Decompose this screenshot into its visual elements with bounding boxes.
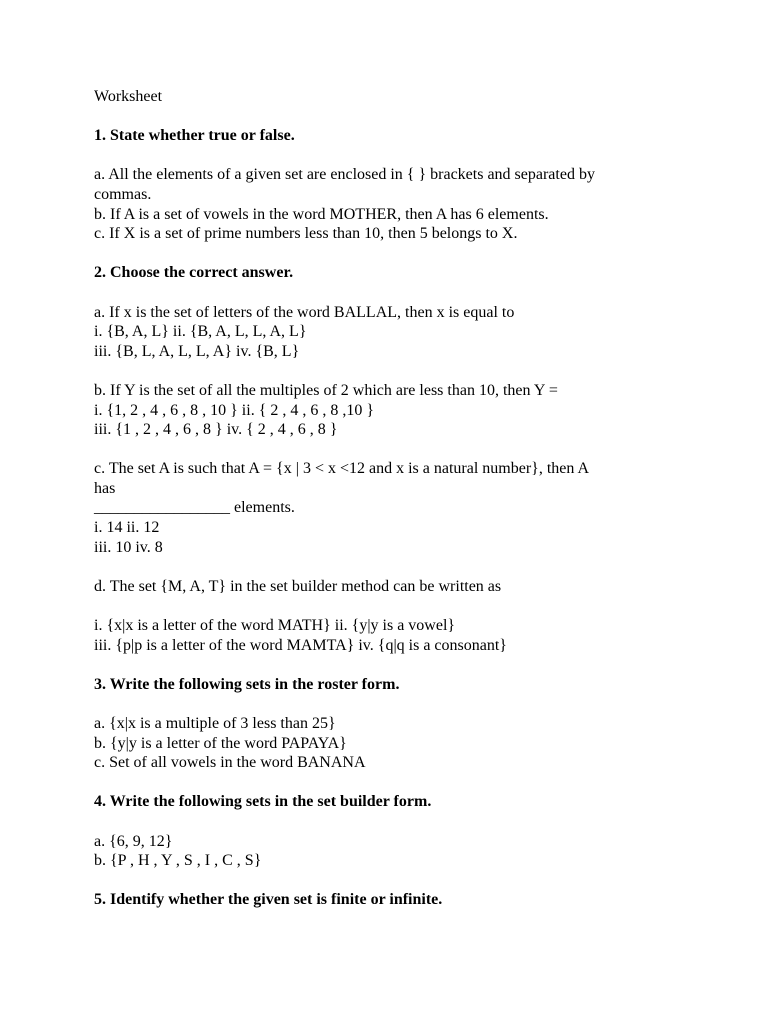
spacer [94,283,674,303]
question-5 [94,890,674,910]
question-2d-text: d. The set {M, A, T} in the set builder method can be written as [94,577,502,595]
spacer [94,694,674,714]
question-2c-text-line-2: has [94,479,116,497]
question-3-heading: 3. Write the following sets in the roster form. [94,675,400,693]
spacer [94,146,674,166]
question-3c: c. Set of all vowels in the word BANANA [94,754,366,772]
spacer [94,440,674,460]
spacer [94,812,674,832]
question-2a-text: a. If x is the set of letters of the word BALLAL, then x is equal to [94,303,515,321]
question-2c-options-1: i. 14 ii. 12 [94,519,160,537]
question-3 [94,675,674,773]
spacer [94,871,674,891]
spacer [94,107,674,127]
worksheet-page [94,87,674,910]
question-1a-line-2: commas. [94,185,152,203]
question-2b-options-2: iii. {1 , 2 , 4 , 6 , 8 } iv. { 2 , 4 , 6 , 8 } [94,421,338,439]
question-1a-line-1: a. All the elements of a given set are enclosed in { } brackets and separated by [94,166,595,184]
question-3a: a. {x|x is a multiple of 3 less than 25} [94,715,336,732]
spacer [94,596,674,616]
question-4a: a. {6, 9, 12} [94,832,173,850]
question-2a-options-2: iii. {B, L, A, L, L, A} iv. {B, L} [94,342,300,360]
question-2c-text-line-1: c. The set A is such that A = {x | 3 < x <12 and x is a natural number}, then A [94,460,590,478]
question-2c-blank-line: _________________ elements. [94,499,295,517]
question-4b: b. {P , H , Y , S , I , C , S} [94,852,262,870]
spacer [94,773,674,793]
question-2c-options-2: iii. 10 iv. 8 [94,538,163,556]
question-5-heading: 5. Identify whether the given set is finite or infinite. [94,891,443,909]
question-2d-options-2: iii. {p|p is a letter of the word MAMTA} iv. {q|q is a consonant} [94,636,507,654]
question-1 [94,126,674,244]
question-2-heading: 2. Choose the correct answer. [94,264,294,282]
question-2a-options-1: i. {B, A, L} ii. {B, A, L, L, A, L} [94,323,307,341]
spacer [94,557,674,577]
document-title: Worksheet [94,88,163,105]
question-1b: b. If A is a set of vowels in the word MOTHER, then A has 6 elements. [94,205,549,223]
question-4-heading: 4. Write the following sets in the set builder form. [94,793,432,811]
question-1-heading: 1. State whether true or false. [94,127,295,145]
question-3b: b. {y|y is a letter of the word PAPAYA} [94,734,347,752]
question-4 [94,792,674,870]
question-2b-options-1: i. {1, 2 , 4 , 6 , 8 , 10 } ii. { 2 , 4 , 6 , 8 ,10 } [94,401,375,419]
question-2b-text: b. If Y is the set of all the multiples of 2 which are less than 10, then Y = [94,381,558,399]
spacer [94,655,674,675]
question-1c: c. If X is a set of prime numbers less than 10, then 5 belongs to X. [94,225,518,243]
question-2 [94,263,674,655]
spacer [94,361,674,381]
spacer [94,244,674,264]
question-2d-options-1: i. {x|x is a letter of the word MATH} ii. {y|y is a vowel} [94,617,456,635]
